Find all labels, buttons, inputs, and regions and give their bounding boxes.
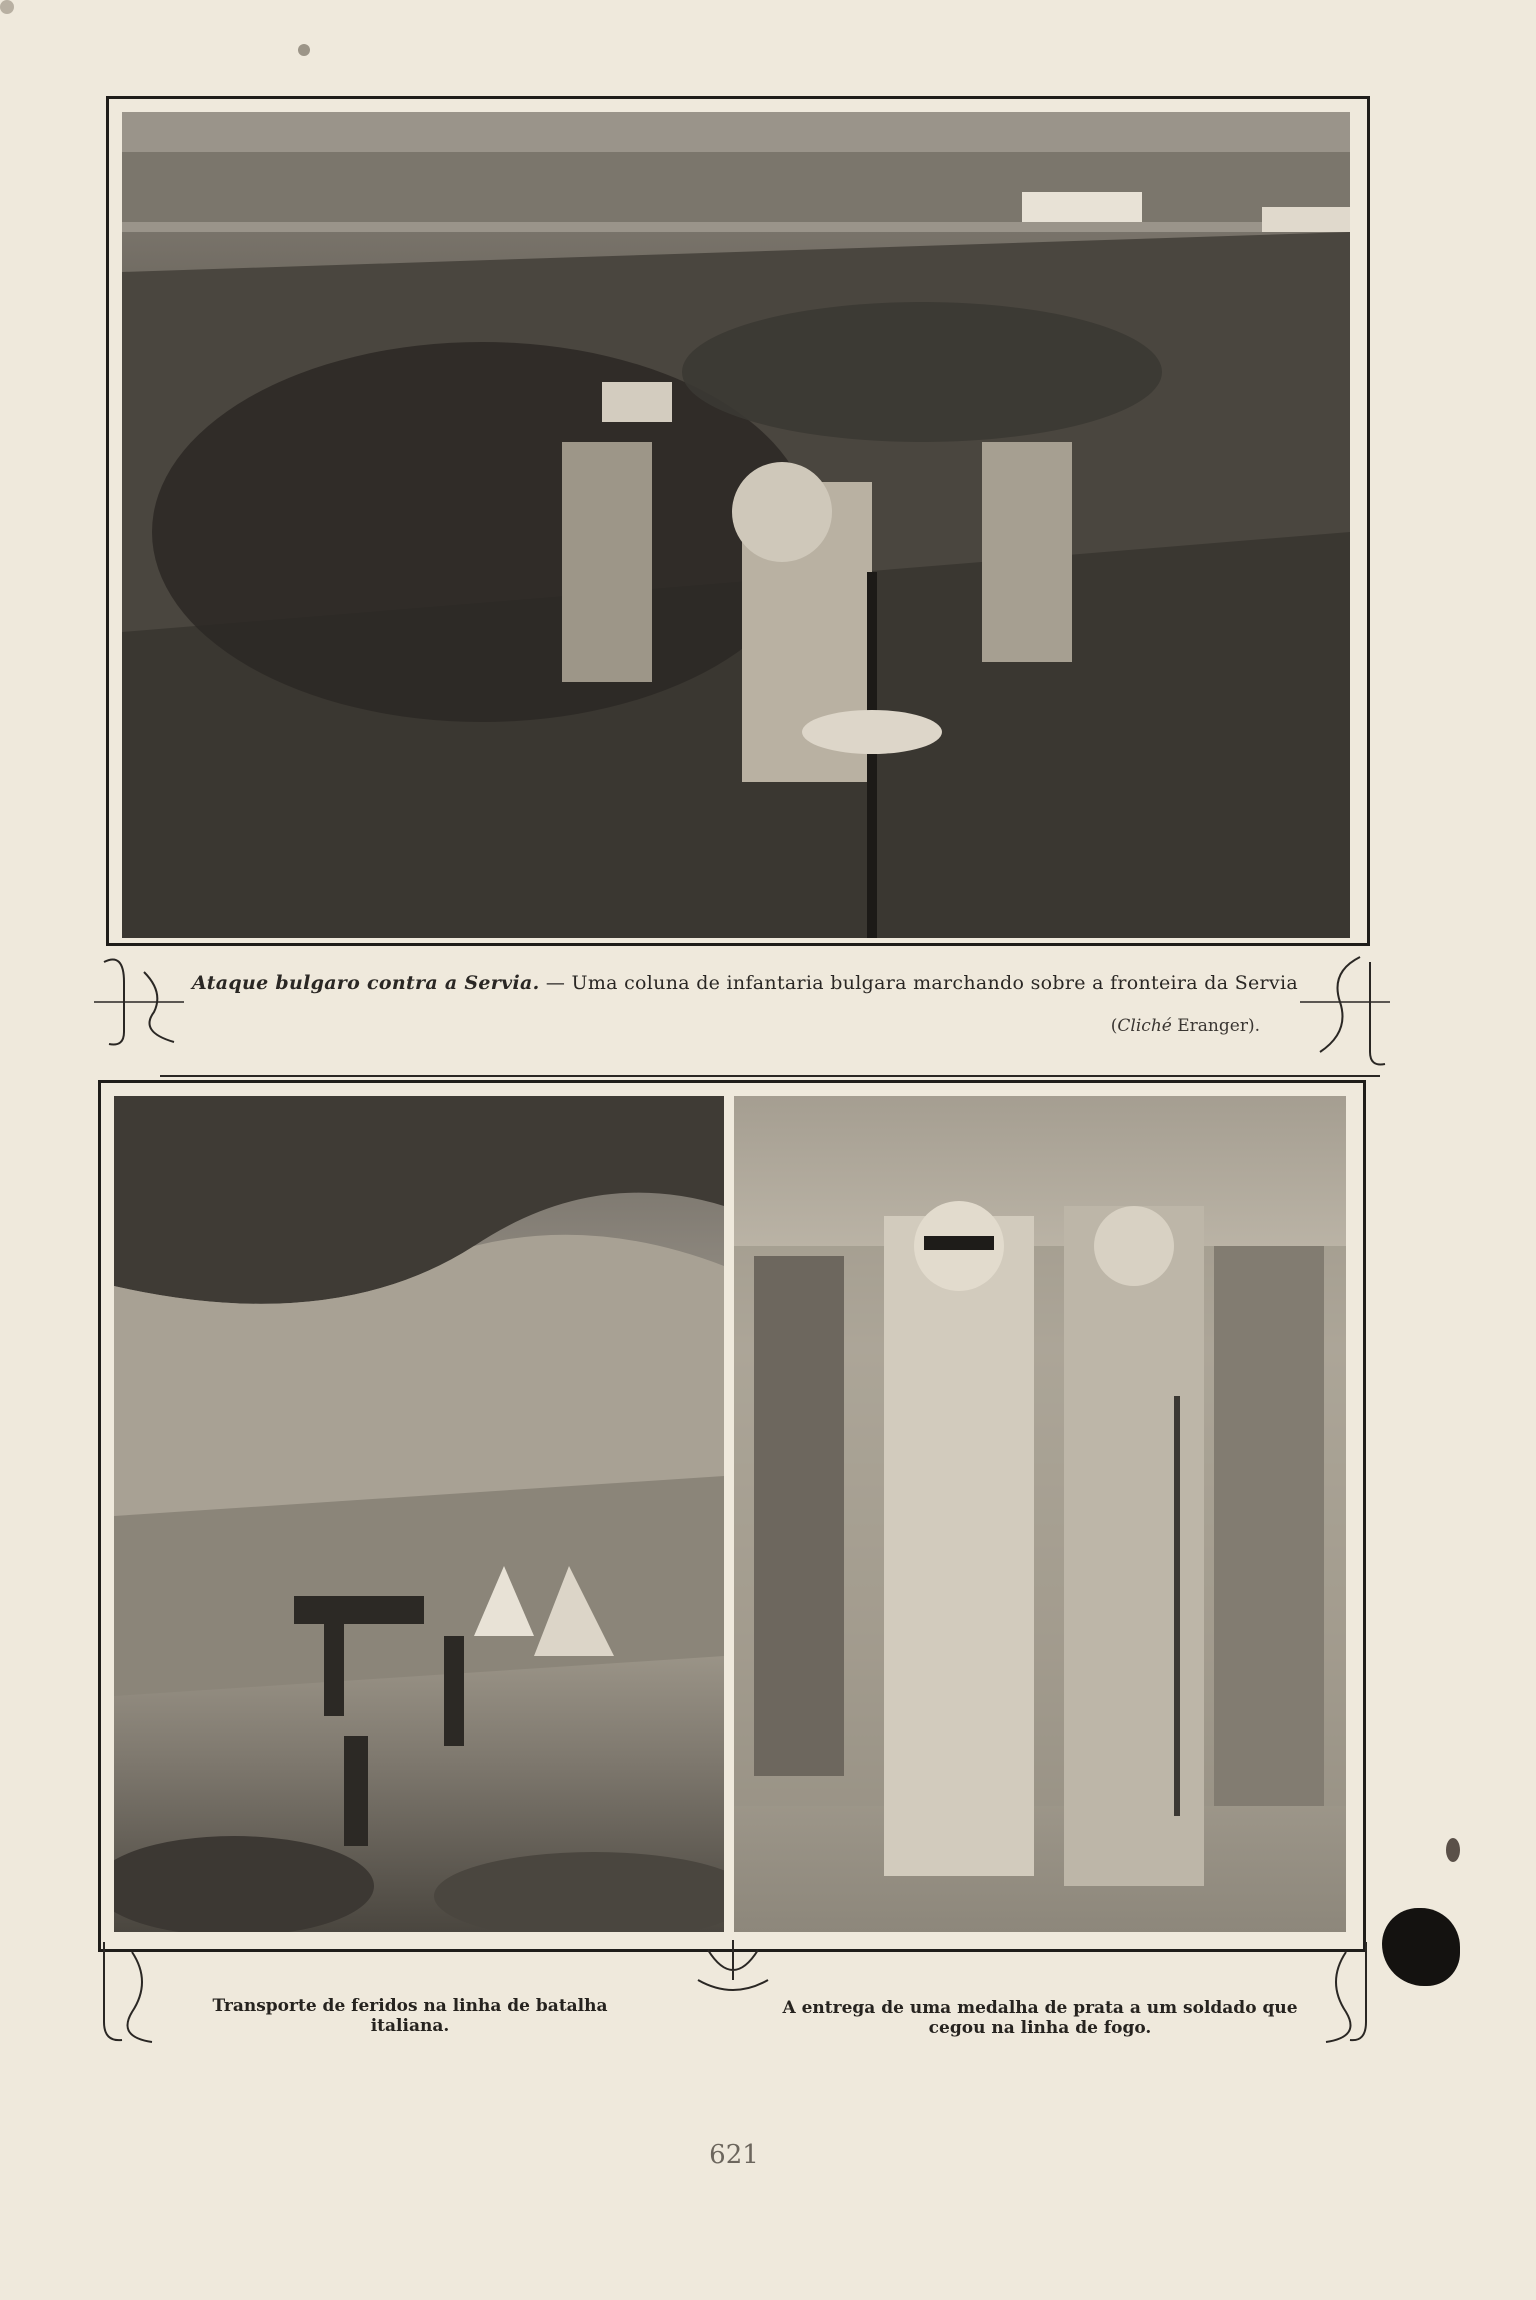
paper-speck: [298, 44, 310, 56]
art-nouveau-ornament-bottom-center: [688, 1940, 778, 2000]
art-nouveau-ornament-right: [1300, 952, 1390, 1072]
art-nouveau-ornament-bottom-left: [92, 1942, 172, 2052]
photo-medal-ceremony: [734, 1096, 1346, 1932]
left-caption-line2: italiana.: [370, 2016, 450, 2036]
photo-credit: (Cliché Eranger).: [1110, 1016, 1260, 1036]
photo-wounded-transport: [114, 1096, 724, 1932]
ink-blot: [1382, 1908, 1460, 1986]
page-number: 621: [709, 2140, 759, 2170]
right-caption-line1: A entrega de uma medalha de prata a um soldado que: [782, 1998, 1298, 2018]
left-caption-line1: Transporte de feridos na linha de batalha: [212, 1996, 608, 2016]
caption-title: Ataque bulgaro contra a Servia.: [192, 972, 540, 994]
right-caption-line2: cegou na linha de fogo.: [928, 2018, 1152, 2038]
paper-speck: [1446, 1838, 1460, 1862]
caption-dash: —: [545, 972, 566, 994]
top-photo-caption: [150, 972, 1340, 994]
art-nouveau-ornament-bottom-right: [1306, 1942, 1386, 2052]
paper-speck: [0, 0, 14, 14]
left-photo-caption: [200, 1996, 620, 2036]
credit-cliche: Cliché: [1117, 1016, 1172, 1036]
caption-text: Uma coluna de infantaria bulgara marchando sobre a fronteira da Servia: [571, 972, 1298, 994]
art-nouveau-ornament-left: [94, 952, 184, 1052]
photo-bulgarian-infantry-column: [122, 112, 1350, 938]
right-photo-caption: [770, 1998, 1310, 2038]
credit-name: Eranger: [1177, 1016, 1248, 1036]
